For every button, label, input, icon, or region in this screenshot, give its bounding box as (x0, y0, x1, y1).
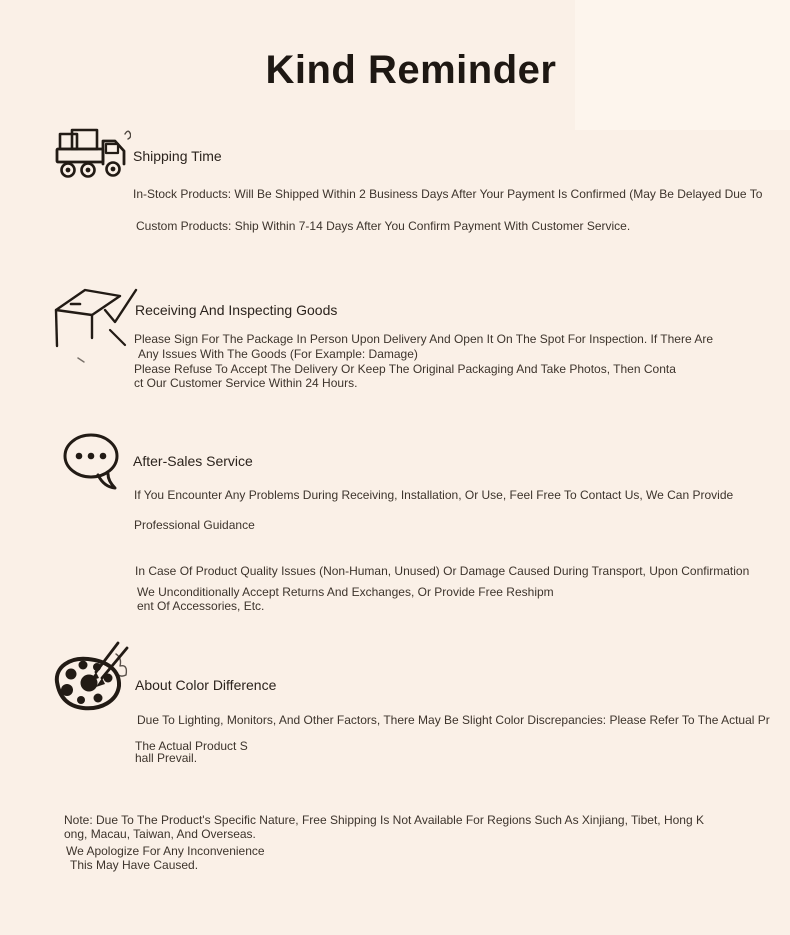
section-heading-shipping-time: Shipping Time (133, 148, 222, 164)
receiving-line-1: Please Sign For The Package In Person Upon Delivery And Open It On The Spot For Inspection. If There Are (134, 332, 713, 346)
color-line-2: The Actual Product S (135, 739, 248, 753)
section-heading-color-difference: About Color Difference (135, 677, 277, 693)
section-heading-after-sales: After-Sales Service (133, 453, 253, 469)
section-heading-receiving: Receiving And Inspecting Goods (135, 302, 338, 318)
receiving-line-2: Any Issues With The Goods (For Example: Damage) (138, 347, 418, 361)
after-sales-line-5: ent Of Accessories, Etc. (137, 599, 265, 613)
color-line-3: hall Prevail. (135, 751, 198, 765)
after-sales-line-2: Professional Guidance (134, 518, 255, 532)
open-box-icon (48, 282, 140, 371)
note-line-3: We Apologize For Any Inconvenience (66, 844, 265, 858)
after-sales-line-3: In Case Of Product Quality Issues (Non-Human, Unused) Or Damage Caused During Transport, Upon Confirmation (135, 564, 750, 578)
shipping-line-1: In-Stock Products: Will Be Shipped Within 2 Business Days After Your Payment Is Confirmed (May Be Delayed Due To (133, 187, 763, 201)
note-line-2: ong, Macau, Taiwan, And Overseas. (64, 827, 256, 841)
shipping-line-2: Custom Products: Ship Within 7-14 Days After You Confirm Payment With Customer Service. (136, 219, 631, 233)
after-sales-line-1: If You Encounter Any Problems During Receiving, Installation, Or Use, Feel Free To Contact Us, We Can Provide (134, 488, 734, 502)
note-line-1: Note: Due To The Product's Specific Nature, Free Shipping Is Not Available For Regions Such As Xinjiang, Tibet, Hong K (64, 813, 704, 827)
color-line-1: Due To Lighting, Monitors, And Other Factors, There May Be Slight Color Discrepancies: Please Refer To The Actual Pr (137, 713, 770, 727)
palette-icon (50, 638, 136, 721)
after-sales-line-4: We Unconditionally Accept Returns And Exchanges, Or Provide Free Reshipm (137, 585, 554, 599)
page-title: Kind Reminder (265, 48, 557, 92)
chat-bubble-icon (60, 432, 124, 495)
truck-icon (55, 126, 131, 187)
receiving-line-3: Please Refuse To Accept The Delivery Or Keep The Original Packaging And Take Photos, Then Conta (134, 362, 676, 376)
receiving-line-4: ct Our Customer Service Within 24 Hours. (134, 376, 358, 390)
note-line-4: This May Have Caused. (70, 858, 199, 872)
